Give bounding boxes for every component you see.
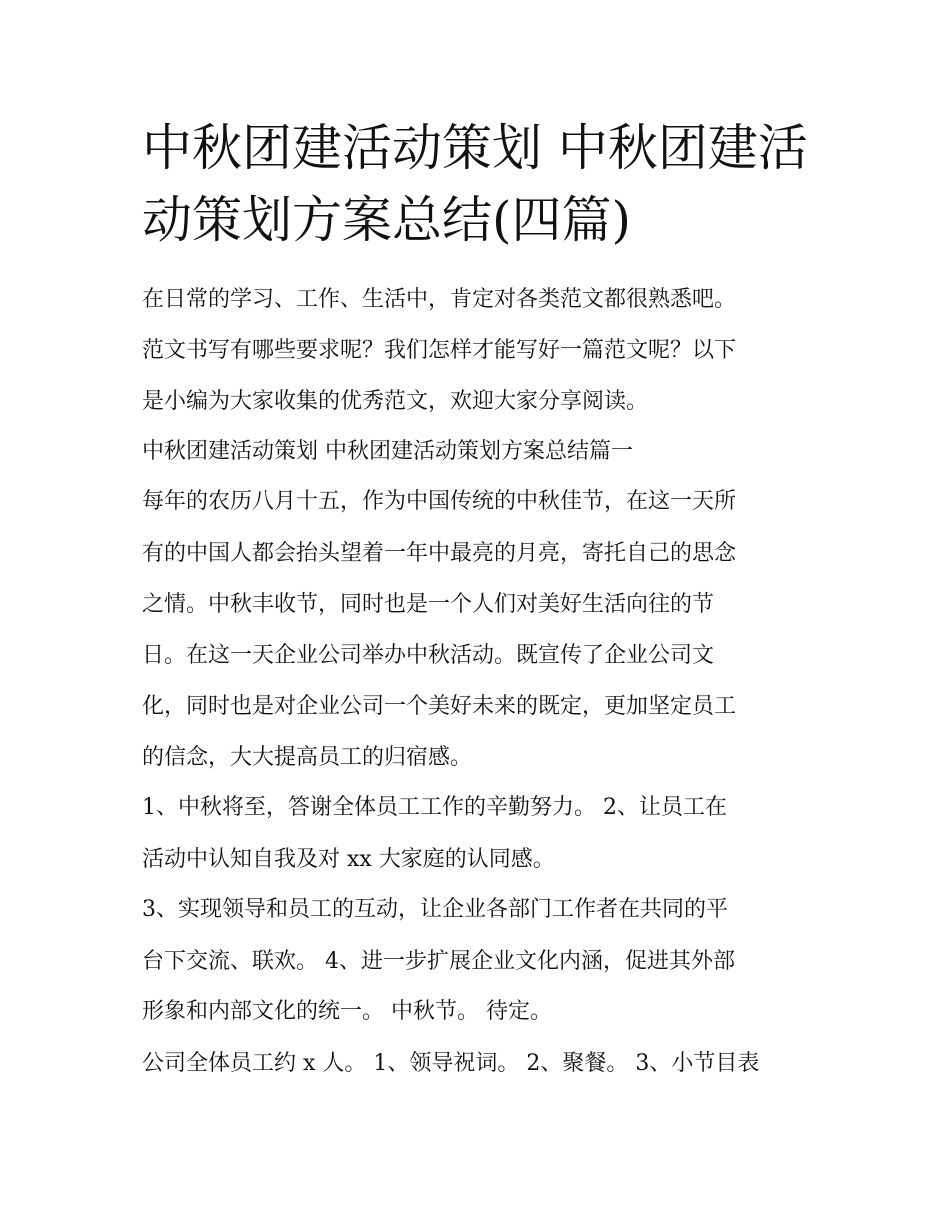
body-line-7: 之情。中秋丰收节，同时也是一个人们对美好生活向往的节 [142,592,715,617]
section-heading: 中秋团建活动策划 中秋团建活动策划方案总结篇一 [142,439,633,464]
body-line-3: 是小编为大家收集的优秀范文，欢迎大家分享阅读。 [142,389,649,414]
body-line-12: 活动中认知自我及对 xx 大家庭的认同感。 [142,847,555,872]
body-line-2: 范文书写有哪些要求呢？我们怎样才能写好一篇范文呢？以下 [142,338,737,363]
body-line-10: 的信念，大大提高员工的归宿感。 [142,745,473,770]
body-line-8: 日。在这一天企业公司举办中秋活动。既宣传了企业公司文 [142,643,715,668]
title-line-1: 中秋团建活动策划 中秋团建活 [142,119,808,177]
body-line-1: 在日常的学习、工作、生活中，肯定对各类范文都很熟悉吧。 [142,287,737,312]
body-line-14: 台下交流、联欢。 4、进一步扩展企业文化内涵，促进其外部 [142,949,735,974]
title-line-2: 动策划方案总结(四篇) [142,191,632,249]
body-line-11: 1、中秋将至，答谢全体员工工作的辛勤努力。 2、让员工在 [142,795,727,820]
body-line-16: 公司全体员工约 x 人。 1、领导祝词。 2、聚餐。 3、小节目表 [142,1051,760,1076]
body-line-15: 形象和内部文化的统一。 中秋节。 待定。 [142,999,552,1024]
body-line-13: 3、实现领导和员工的互动，让企业各部门工作者在共同的平 [142,897,728,922]
body-line-5: 每年的农历八月十五，作为中国传统的中秋佳节，在这一天所 [142,489,737,514]
document-title [142,112,822,256]
body-line-6: 有的中国人都会抬头望着一年中最亮的月亮，寄托自己的思念 [142,541,737,566]
body-line-9: 化，同时也是对企业公司一个美好未来的既定，更加坚定员工 [142,694,737,719]
